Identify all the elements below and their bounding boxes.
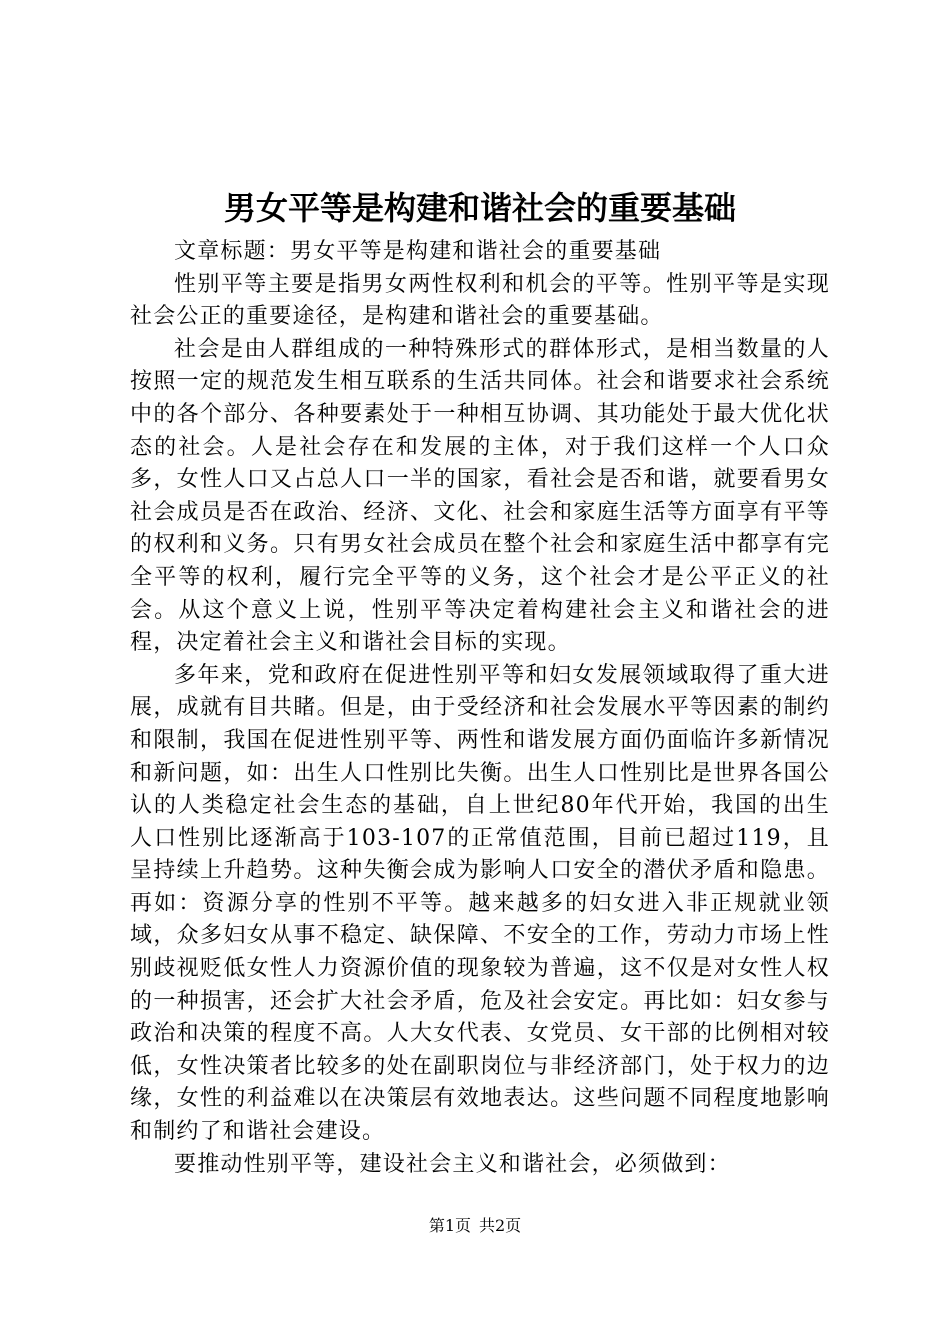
paragraph-3: 多年来，党和政府在促进性别平等和妇女发展领域取得了重大进展，成就有目共睹。但是，由于受经济和社会发展水平等因素的制约和限制，我国在促进性别平等、两性和谐发展方面仍面临许多新情况和新问题，如：出生人口性别比失衡。出生人口性别比是世界各国公认的人类稳定社会生态的基础，自上世纪80年代开始，我国的出生人口性别比逐渐高于103-107的正常值范围，目前已超过119，且呈持续上升趋势。这种失衡会成为影响人口安全的潜伏矛盾和隐患。再如：资源分享的性别不平等。越来越多的妇女进入非正规就业领域，众多妇女从事不稳定、缺保障、不安全的工作，劳动力市场上性别歧视贬低女性人力资源价值的现象较为普遍，这不仅是对女性人权的一种损害，还会扩大社会矛盾，危及社会安定。再比如：妇女参与政治和决策的程度不高。人大女代表、女党员、女干部的比例相对较低，女性决策者比较多的处在副职岗位与非经济部门，处于权力的边缘，女性的利益难以在决策层有效地表达。这些问题不同程度地影响和制约了和谐社会建设。	[130, 662, 830, 1145]
page-footer	[0, 1214, 950, 1238]
article-title-line: 文章标题：男女平等是构建和谐社会的重要基础	[174, 239, 662, 264]
page-number-total: 共2页	[479, 1216, 522, 1235]
paragraph-2: 社会是由人群组成的一种特殊形式的群体形式，是相当数量的人按照一定的规范发生相互联系的生活共同体。社会和谐要求社会系统中的各个部分、各种要素处于一种相互协调、其功能处于最大优化状态的社会。人是社会存在和发展的主体，对于我们这样一个人口众多，女性人口又占总人口一半的国家，看社会是否和谐，就要看男女社会成员是否在政治、经济、文化、社会和家庭生活等方面享有平等的权利和义务。只有男女社会成员在整个社会和家庭生活中都享有完全平等的权利，履行完全平等的义务，这个社会才是公平正义的社会。从这个意义上说，性别平等决定着构建社会主义和谐社会的进程，决定着社会主义和谐社会目标的实现。	[130, 336, 830, 656]
document-body	[130, 236, 830, 1181]
paragraph-1: 性别平等主要是指男女两性权利和机会的平等。性别平等是实现社会公正的重要途径，是构建和谐社会的重要基础。	[130, 271, 830, 330]
document-title: 男女平等是构建和谐社会的重要基础	[223, 189, 736, 227]
page-number-current: 第1页	[428, 1216, 471, 1235]
paragraph-4: 要推动性别平等，建设社会主义和谐社会，必须做到：	[174, 1151, 731, 1177]
